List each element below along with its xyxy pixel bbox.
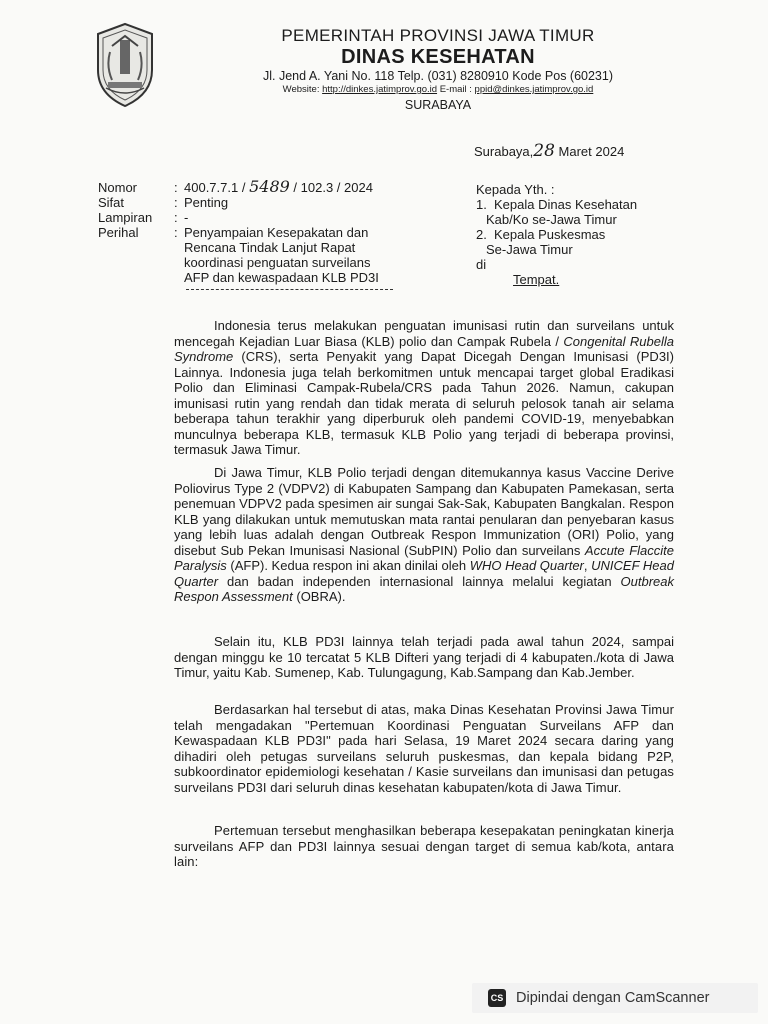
camscanner-text: Dipindai dengan CamScanner: [516, 990, 710, 1006]
recipient-place: Tempat.: [513, 272, 560, 287]
recipient-1-line-2: Kab/Ko se-Jawa Timur: [486, 212, 617, 227]
meta-value-sifat: Penting: [184, 195, 229, 210]
email-link[interactable]: ppid@dinkes.jatimprov.go.id: [474, 84, 594, 95]
website-link[interactable]: http://dinkes.jatimprov.go.id: [322, 84, 438, 95]
letterhead-address: Jl. Jend A. Yani No. 118 Telp. (031) 8280910 Kode Pos (60231): [262, 69, 613, 83]
letterhead-government: PEMERINTAH PROVINSI JAWA TIMUR: [281, 26, 595, 45]
recipient-1-line-1: Kepala Dinas Kesehatan: [494, 197, 638, 212]
camscanner-watermark: [472, 983, 758, 1013]
recipient-2-line-1: Kepala Puskesmas: [494, 227, 606, 242]
paragraph-3: Selain itu, KLB PD3I lainnya telah terjadi pada awal tahun 2024, sampai dengan minggu ke 10 tercatat 5 KLB Difteri yang terjadi di 4 kabupaten./kota di Jawa Timur, yaitu Kab. Sumenep, Kab. Tulungagung, Kab.Sampang dan Kab.Jember.: [174, 634, 674, 680]
meta-label-sifat: Sifat: [98, 195, 125, 210]
date-prefix: Surabaya,: [474, 144, 534, 159]
meta-value-nomor: [184, 179, 373, 195]
meta-value-perihal-1: Penyampaian Kesepakatan dan: [184, 225, 369, 240]
recipient-heading: Kepada Yth. :: [476, 182, 555, 197]
meta-label-lampiran: Lampiran: [98, 210, 153, 225]
dashed-rule: [186, 289, 393, 290]
paragraph-5: Pertemuan tersebut menghasilkan beberapa kesepakatan peningkatan kinerja surveilans AFP dan PD3I lainnya sesuai dengan target di semua kab/kota, antara lain:: [174, 823, 674, 869]
website-label: Website:: [282, 84, 320, 95]
letterhead-contacts: [228, 84, 648, 95]
meta-value-perihal-3: koordinasi penguatan surveilans: [184, 255, 371, 270]
date-rest: Maret 2024: [558, 144, 625, 159]
paragraph-4: Berdasarkan hal tersebut di atas, maka Dinas Kesehatan Provinsi Jawa Timur telah mengadakan "Pertemuan Koordinasi Penguatan Surveilans AFP dan Kewaspadaan KLB PD3I" pada hari Selasa, 19 Maret 2024 secara daring yang dihadiri oleh petugas surveilans seluruh puskesmas, dan kepala bidang P2P, subkoordinator epidemiologi kesehatan / Kasie surveilans dan imunisasi dan petugas surveilans PD3I dari seluruh dinas kesehatan kabupaten/kota di Jawa Timur.: [174, 702, 674, 795]
letterhead-agency: DINAS KESEHATAN: [341, 46, 535, 68]
colon: :: [174, 195, 178, 210]
meta-value-perihal-2: Rencana Tindak Lanjut Rapat: [184, 240, 356, 255]
meta-value-perihal-4: AFP dan kewaspadaan KLB PD3I: [184, 270, 379, 285]
meta-value-lampiran: -: [184, 210, 189, 225]
recipient-1-number: 1.: [476, 197, 487, 212]
letterhead-city: SURABAYA: [404, 98, 472, 112]
provincial-emblem-logo: [92, 22, 158, 108]
camscanner-icon: CS: [488, 989, 506, 1007]
colon: :: [174, 180, 178, 195]
nomor-prefix: 400.7.7.1 /: [184, 180, 246, 195]
email-label: E-mail :: [439, 84, 472, 95]
meta-label-perihal: Perihal: [98, 225, 139, 240]
letter-date: [474, 141, 624, 161]
meta-label-nomor: Nomor: [98, 180, 138, 195]
paragraph-1: Indonesia terus melakukan penguatan imunisasi rutin dan surveilans untuk mencegah Kejadian Luar Biasa (KLB) polio dan Campak Rubela / Congenital Rubella Syndrome (CRS), serta Penyakit yang Dapat Dicegah Dengan Imunisasi (PD3I) Lainnya. Indonesia juga telah berkomitmen untuk mencapai target global Eradikasi Polio dan Eliminasi Campak-Rubela/CRS pada Tahun 2026. Namun, cakupan imunisasi rutin yang rendah dan tidak merata di seluruh pelosok tanah air selama beberapa tahun terakhir yang diperburuk oleh pandemi COVID-19, menyebabkan munculnya beberapa KLB, termasuk KLB Polio yang terjadi di beberapa provinsi, termasuk Jawa Timur.: [174, 318, 674, 457]
recipient-di: di: [476, 257, 487, 272]
recipient-2-line-2: Se-Jawa Timur: [486, 242, 573, 257]
paragraph-2: Di Jawa Timur, KLB Polio terjadi dengan ditemukannya kasus Vaccine Derive Poliovirus Type 2 (VDPV2) di Kabupaten Sampang dan Kabupaten Pamekasan, serta penemuan VDPV2 pada spesimen air sungai Sak-Sak, Kabupaten Bangkalan. Respon KLB yang dilakukan untuk memutuskan mata rantai penularan dan penyebaran kasus yang lebih luas adalah dengan Outbreak Respon Immunization (ORI) Polio, yang disebut Sub Pekan Imunisasi Nasional (SubPIN) Polio dan surveilans Accute Flaccite Paralysis (AFP). Kedua respon ini akan dinilai oleh WHO Head Quarter, UNICEF Head Quarter dan badan independen internasional lainnya melalui kegiatan Outbreak Respon Assessment (OBRA).: [174, 465, 675, 604]
colon: :: [174, 225, 178, 240]
colon: :: [174, 210, 178, 225]
recipient-2-number: 2.: [476, 227, 487, 242]
nomor-handwritten: 5489: [249, 177, 290, 196]
date-day-handwritten: 28: [533, 141, 555, 161]
nomor-suffix: / 102.3 / 2024: [293, 180, 373, 195]
